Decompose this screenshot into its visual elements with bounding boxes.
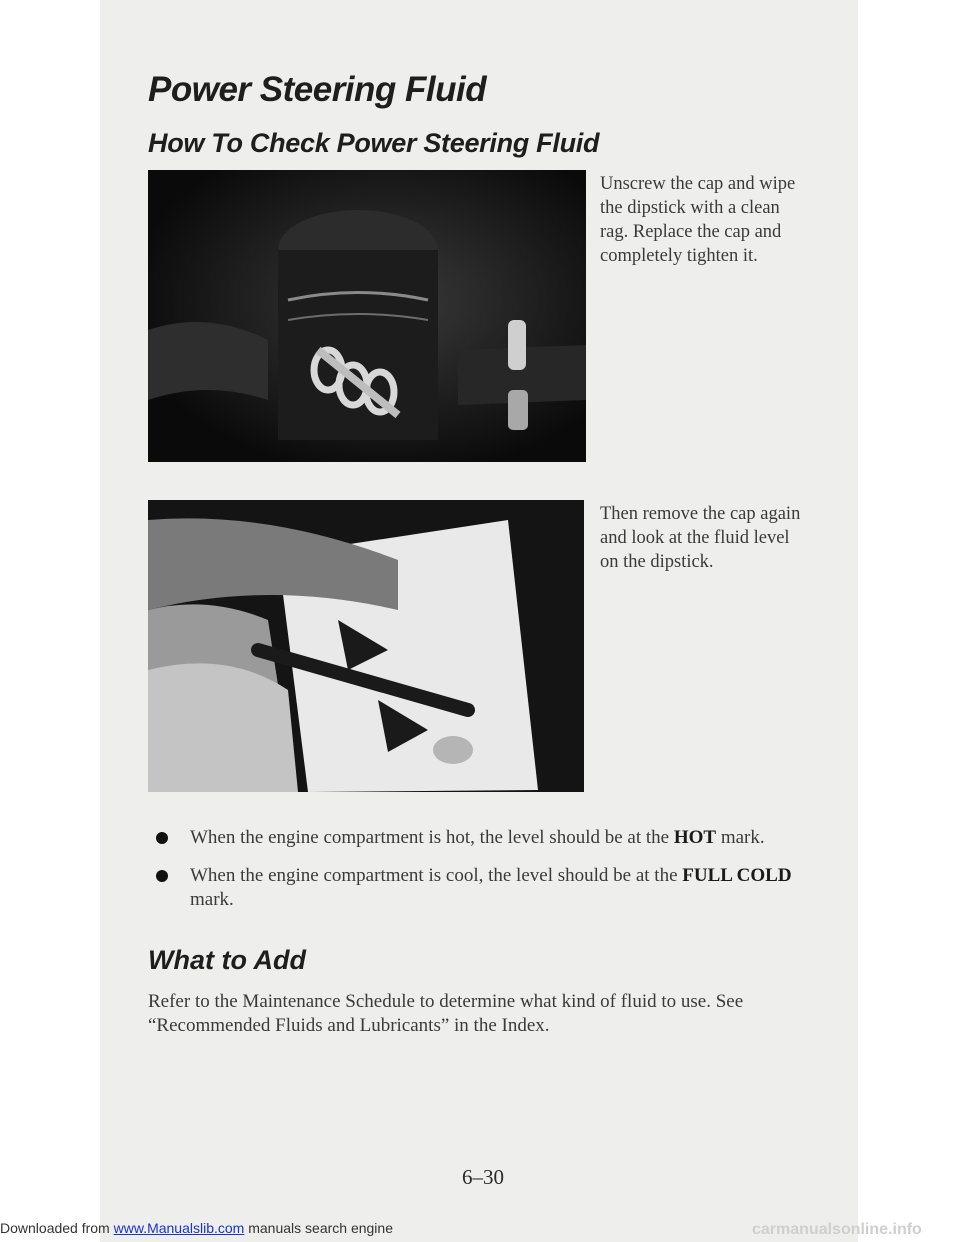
dipstick-photo: [148, 500, 584, 792]
download-footer: Downloaded from www.Manualslib.com manuals search engine: [0, 1220, 393, 1236]
hot-mark-label: HOT: [673, 827, 717, 848]
photo1-caption: Unscrew the cap and wipe the dipstick with a clean rag. Replace the cap and completely tighten it.: [600, 174, 796, 266]
full-cold-mark-label: FULL COLD: [682, 865, 792, 886]
subsection-title: What to Add: [148, 945, 306, 975]
page-title: Power Steering Fluid: [148, 70, 487, 109]
section-title: How To Check Power Steering Fluid: [148, 128, 600, 158]
subsection-text: Refer to the Maintenance Schedule to determine what kind of fluid to use. See “Recommended Fluids and Lubricants” in the Index.: [148, 991, 744, 1036]
reservoir-cap-photo: [148, 170, 586, 462]
watermark: carmanualsonline.info: [752, 1221, 922, 1238]
bullet-icon: [156, 870, 168, 882]
photo2-caption: Then remove the cap again and look at the fluid level on the dipstick.: [600, 504, 801, 572]
list-item: When the engine compartment is hot, the level should be at the HOT mark.: [156, 826, 796, 850]
fluid-level-list: [156, 826, 796, 926]
page-number: 6–30: [462, 1165, 504, 1189]
list-item: When the engine compartment is cool, the level should be at the FULL COLD mark.: [156, 864, 796, 912]
manualslib-link[interactable]: www.Manualslib.com: [113, 1220, 245, 1236]
bullet-icon: [156, 832, 168, 844]
